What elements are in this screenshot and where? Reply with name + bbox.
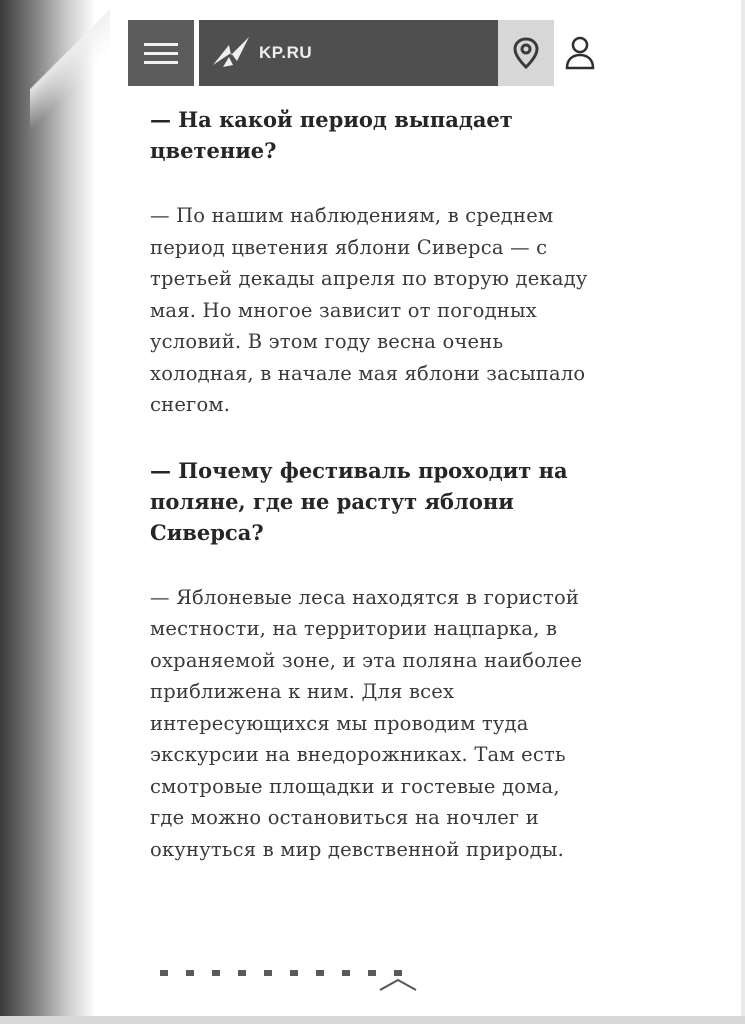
scan-fold: [30, 0, 110, 140]
article-body: [150, 104, 600, 899]
scan-edge-bottom: [0, 1016, 745, 1024]
brand-logo[interactable]: [209, 31, 312, 75]
scan-shadow: [0, 0, 95, 1024]
bird-logo-icon: [209, 31, 253, 75]
phone-screen: [120, 14, 610, 1014]
brand-name: KP.RU: [259, 43, 313, 62]
interview-question: — На какой период выпадает цветение?: [150, 107, 513, 163]
interview-answer: — По нашим наблюдениям, в среднем период цветения яблони Сиверса — с третьей декады апреля по вторую декаду мая. Но многое зависит от погодных условий. В этом году весна очень холодная, в начале мая яблони засыпало снегом.: [150, 204, 588, 416]
location-pin-icon: [511, 36, 541, 70]
chevron-up-icon: [378, 976, 418, 992]
user-profile-icon: [564, 35, 596, 71]
site-header: [128, 20, 554, 86]
menu-button[interactable]: [128, 20, 194, 86]
scroll-up-button[interactable]: [378, 976, 418, 996]
location-button[interactable]: [498, 20, 554, 86]
user-profile-button[interactable]: [560, 28, 600, 78]
scan-edge-right: [741, 0, 745, 1024]
hamburger-icon: [144, 37, 178, 70]
brand-bar[interactable]: [199, 20, 498, 86]
interview-answer: — Яблоневые леса находятся в гористой местности, на территории нацпарка, в охраняемой зоне, и эта поляна наиболее приближена к ним. Для всех интересующихся мы проводим туда экскурсии на внедорожниках. Там есть смотровые площадки и гостевые дома, где можно остановиться на ночлег и окунуться в мир девственной природы.: [150, 585, 583, 861]
interview-question: — Почему фестиваль проходит на поляне, где не растут яблони Сиверса?: [150, 457, 568, 545]
